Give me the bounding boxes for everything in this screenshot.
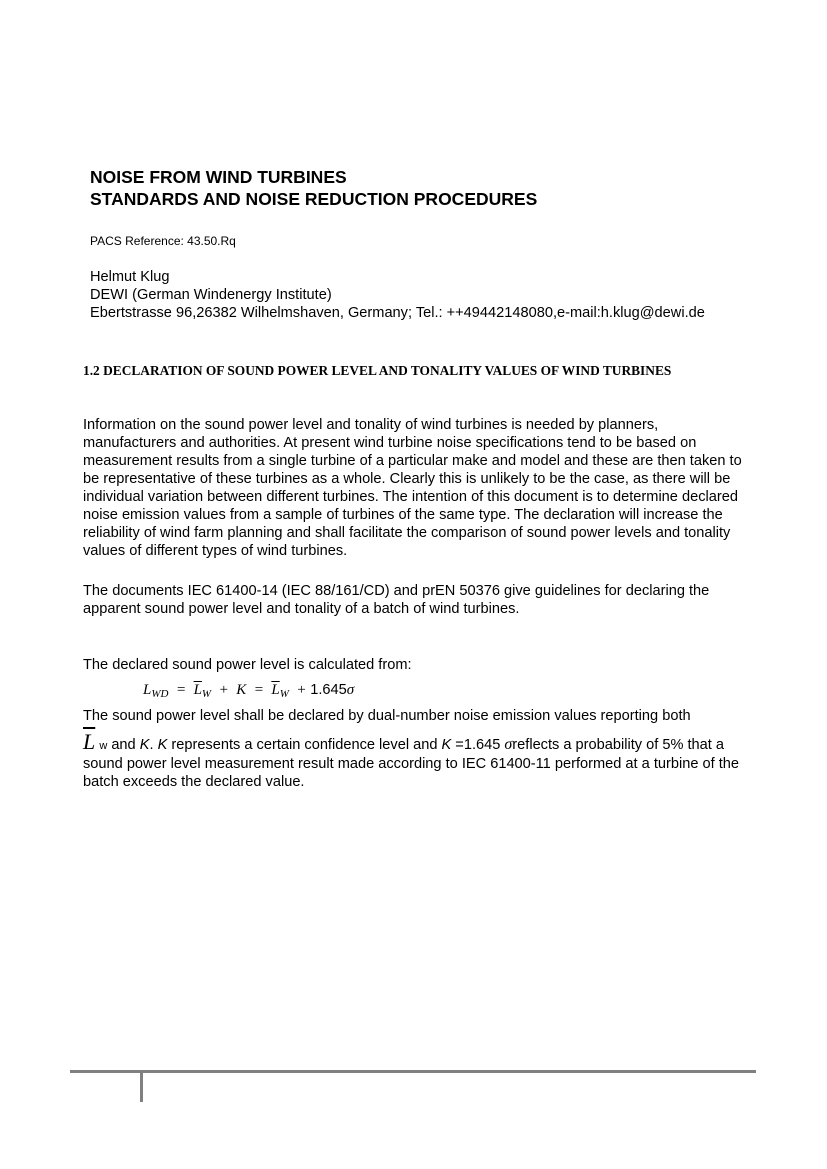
formula-plus-1: + <box>218 682 229 698</box>
author-address: Ebertstrasse 96,26382 Wilhelmshaven, Germany; Tel.: ++49442148080,e-mail:h.klug@dewi.de <box>90 305 705 321</box>
text-coef: =1.645 <box>451 737 505 753</box>
paper-title <box>90 166 537 210</box>
paragraph-documents: The documents IEC 61400-14 (IEC 88/161/CD) and prEN 50376 give guidelines for declaring the apparent sound power level and tonality of a batch of wind turbines. <box>83 583 710 617</box>
author-block <box>90 268 705 322</box>
title-line-1: NOISE FROM WIND TURBINES <box>90 167 347 187</box>
declared-level-formula <box>143 680 354 704</box>
pacs-reference: PACS Reference: 43.50.Rq <box>90 234 236 248</box>
symbol-K-1: K <box>139 737 150 753</box>
footer-rule <box>70 1070 756 1073</box>
symbol-K-3: K <box>441 737 452 753</box>
paragraph-dual-number: The sound power level shall be declared by dual-number noise emission values reporting both <box>83 708 691 724</box>
title-line-2: STANDARDS AND NOISE REDUCTION PROCEDURES <box>90 189 538 209</box>
mean-level-symbol: $\overline{L}$ <box>83 729 96 754</box>
formula-sigma: σ <box>346 682 355 698</box>
author-name: Helmut Klug <box>90 269 170 285</box>
formula-L-bar-1: $\overline{L}$ <box>193 682 202 698</box>
text-confidence: represents a certain confidence level and <box>167 737 442 753</box>
paragraph-confidence <box>83 729 748 791</box>
formula-sub-WD: WD <box>151 688 169 700</box>
symbol-sigma: σ <box>504 736 513 753</box>
paragraph-calculated-from: The declared sound power level is calculated from: <box>83 657 412 673</box>
symbol-K-2: K <box>157 737 168 753</box>
text-probability: reflects a probability of 5% that a sound power level measurement result made according to IEC 61400-11 performed at a turbine of the batch exceeds the declared value. <box>83 737 740 790</box>
formula-K: K <box>236 682 247 698</box>
paragraph-introduction: Information on the sound power level and tonality of wind turbines is needed by planners, manufacturers and authorities. At present wind turbine noise specifications tend to be based on measurement results from a single turbine of a particular make and model and these are then taken to be representative of these turbines as a whole. Clearly this is unlikely to be the case, as there will be individual variation between different turbines. The intention of this document is to determine declared noise emission values from a sample of turbines of the same type. The declaration will increase the reliability of wind farm planning and shall facilitate the comparison of sound power levels and tonality values of different types of wind turbines. <box>83 417 742 559</box>
formula-L: L <box>143 682 152 698</box>
formula-plus-2: + <box>296 682 307 698</box>
footer-tick <box>140 1072 143 1102</box>
formula-sub-W-2: W <box>279 688 289 700</box>
formula-eq-2: = <box>253 682 264 698</box>
formula-sub-W-1: W <box>201 688 212 700</box>
mean-level-subscript: w <box>99 740 108 752</box>
section-heading: 1.2 DECLARATION OF SOUND POWER LEVEL AND TONALITY VALUES OF WIND TURBINES <box>83 363 672 378</box>
author-institute: DEWI (German Windenergy Institute) <box>90 287 332 303</box>
formula-coefficient: 1.645 <box>310 682 347 698</box>
formula-eq-1: = <box>175 682 187 698</box>
text-and: and <box>107 737 140 753</box>
formula-L-bar-2: $\overline{L}$ <box>271 682 280 698</box>
text-sep: . <box>149 737 158 753</box>
